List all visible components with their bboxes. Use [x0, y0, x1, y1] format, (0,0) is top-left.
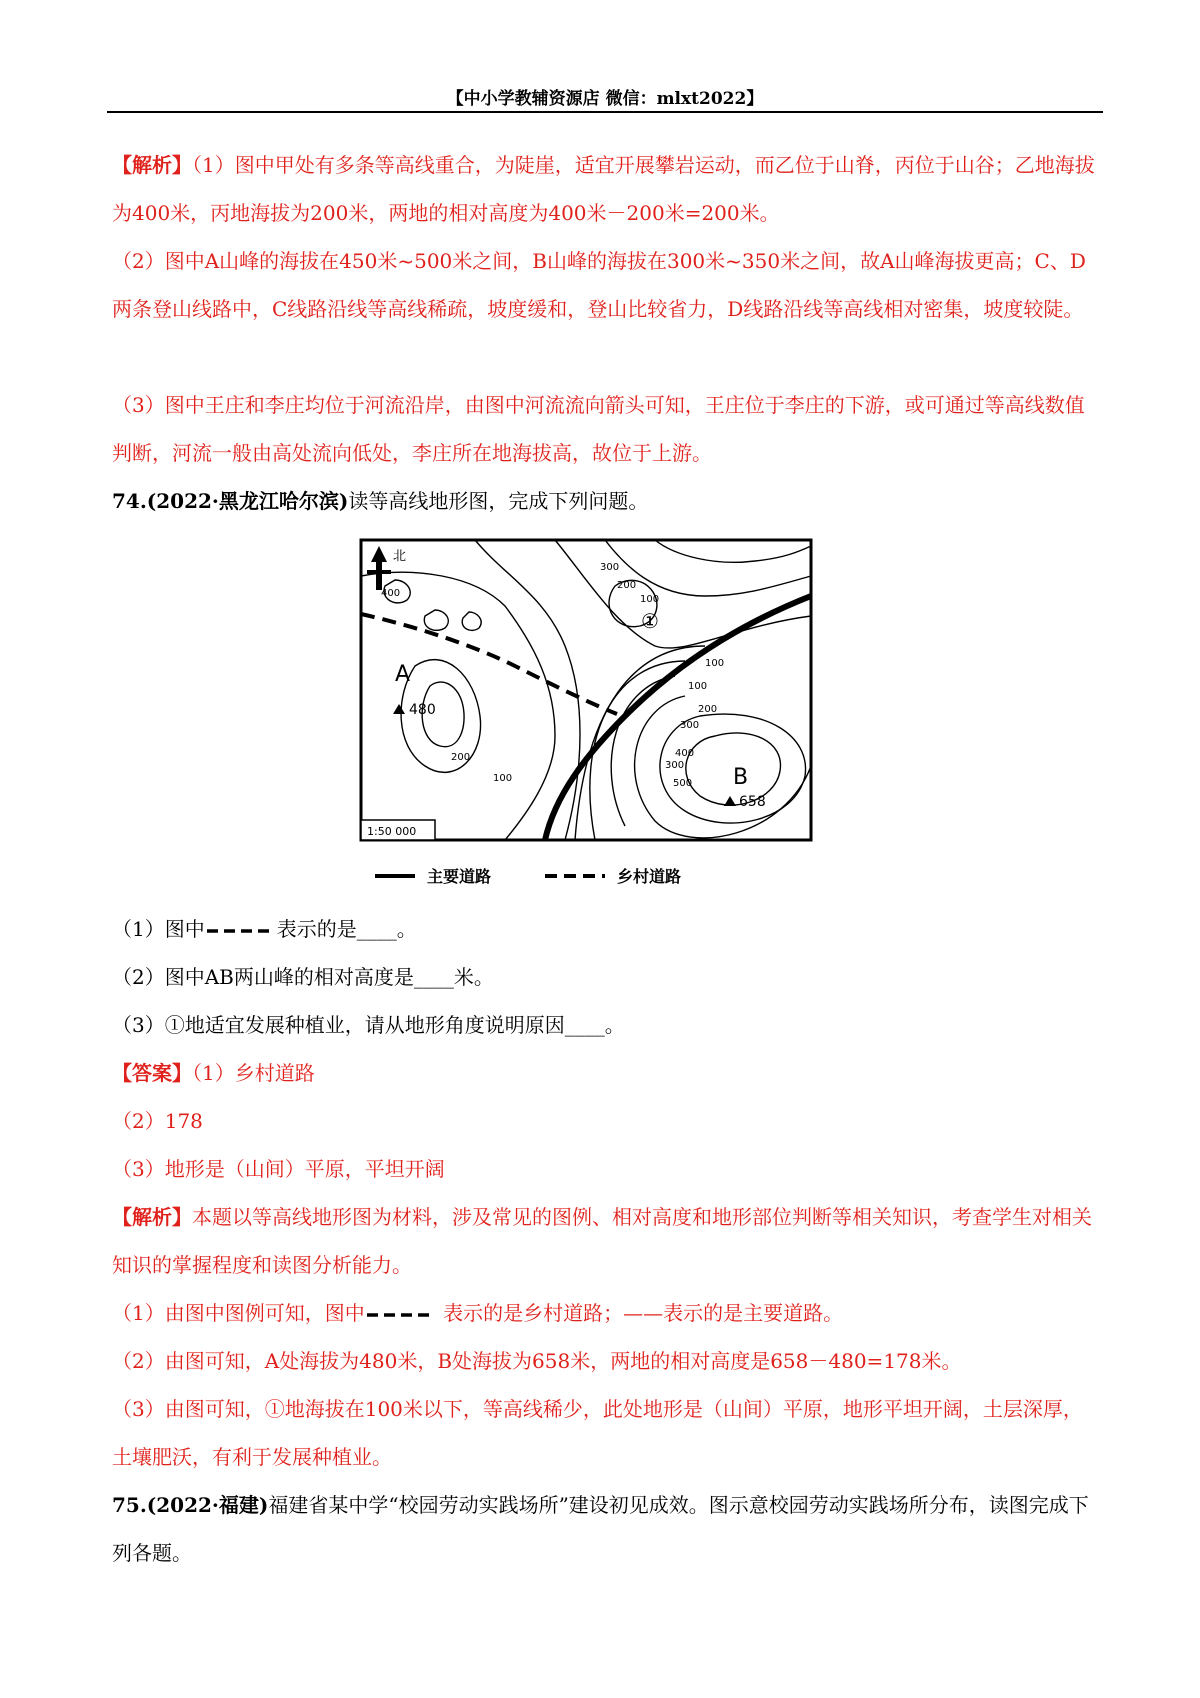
question-number: 75.(2022·福建): [112, 1493, 269, 1517]
question-74: [112, 477, 1102, 525]
peak-b-elevation: 658: [739, 794, 766, 810]
svg-text:200: 200: [698, 704, 718, 715]
analysis74-p1-post: 表示的是乡村道路；——表示的是主要道路。: [436, 1301, 844, 1325]
q74-sub2: （2）图中AB两山峰的相对高度是____米。: [112, 965, 494, 989]
svg-text:400: 400: [381, 588, 401, 599]
q74-sub3: （3）①地适宜发展种植业，请从地形角度说明原因____。: [112, 1013, 625, 1037]
location-1-label: ①: [641, 609, 659, 633]
contour-map-figure: [355, 536, 825, 896]
analysis73-text1: （1）图中甲处有多条等高线重合，为陡崖，适宜开展攀岩运动，而乙位于山脊，丙位于山谷；乙地海拔为400米，丙地海拔为200米，两地的相对高度为400米－200米=200米。: [112, 153, 1095, 225]
analysis74-p3: （3）由图可知，①地海拔在100米以下，等高线稀少，此处地形是（山间）平原，地形平坦开阔，土层深厚，土壤肥沃，有利于发展种植业。: [112, 1397, 1083, 1469]
peak-b-label: B: [733, 765, 749, 790]
north-label: 北: [393, 549, 407, 564]
analysis-tag: 【解析】: [112, 153, 192, 177]
svg-text:300: 300: [600, 562, 620, 573]
analysis74-intro-text: 本题以等高线地形图为材料，涉及常见的图例、相对高度和地形部位判断等相关知识，考查学生对相关知识的掌握程度和读图分析能力。: [112, 1205, 1092, 1277]
analysis73-p3: （3）图中王庄和李庄均位于河流沿岸，由图中河流流向箭头可知，王庄位于李庄的下游，或可通过等高线数值判断，河流一般由高处流向低处，李庄所在地海拔高，故位于上游。: [112, 393, 1085, 465]
svg-text:100: 100: [493, 773, 513, 784]
page-header: 【中小学教辅资源店 微信：mlxt2022】: [446, 89, 764, 109]
svg-text:100: 100: [688, 681, 708, 692]
q74-sub1-post: 表示的是____。: [276, 917, 417, 941]
svg-text:200: 200: [451, 752, 471, 763]
analysis73-p2: （2）图中A山峰的海拔在450米~500米之间，B山峰的海拔在300米~350米之间，故A山峰海拔更高；C、D两条登山线路中，C线路沿线等高线稀疏，坡度缓和，登山比较省力，D线路沿线等高线相对密集，坡度较陡。: [112, 249, 1086, 321]
analysis73-p1: [112, 141, 1102, 237]
svg-text:200: 200: [617, 580, 637, 591]
dashed-line-symbol-icon: [365, 1310, 437, 1320]
q74-sub1: [112, 905, 1102, 953]
svg-text:300: 300: [680, 720, 700, 731]
dashed-line-symbol-icon: [205, 926, 277, 936]
analysis74-intro: [112, 1193, 1102, 1289]
scale-label: 1:50 000: [367, 825, 417, 838]
svg-text:100: 100: [705, 658, 725, 669]
answer-tag: 【答案】: [112, 1061, 192, 1085]
analysis74-p1-pre: （1）由图中图例可知，图中: [112, 1301, 365, 1325]
analysis-tag: 【解析】: [112, 1205, 192, 1229]
answer74-a3: （3）地形是（山间）平原，平坦开阔: [112, 1157, 445, 1181]
q74-sub1-pre: （1）图中: [112, 917, 205, 941]
peak-a-elevation: 480: [409, 702, 436, 718]
answer74-a2: （2）178: [112, 1109, 203, 1133]
header-rule: [107, 111, 1103, 113]
question-number: 74.(2022·黑龙江哈尔滨): [112, 489, 349, 513]
contour-map: [355, 536, 825, 896]
svg-text:400: 400: [675, 748, 695, 759]
svg-text:500: 500: [673, 778, 693, 789]
svg-text:300: 300: [665, 760, 685, 771]
question-stem: 读等高线地形图，完成下列问题。: [348, 489, 649, 513]
legend-main-road-label: 主要道路: [427, 867, 492, 886]
answer74-a1: [112, 1049, 1102, 1097]
question-stem: 福建省某中学“校园劳动实践场所”建设初见成效。图示意校园劳动实践场所分布，读图完成下列各题。: [112, 1493, 1089, 1565]
answer74-text1: （1）乡村道路: [192, 1061, 315, 1085]
question-75: [112, 1481, 1102, 1577]
peak-a-label: A: [395, 662, 411, 687]
svg-text:100: 100: [640, 594, 660, 605]
analysis74-p2: （2）由图可知，A处海拔为480米，B处海拔为658米，两地的相对高度是658－480=178米。: [112, 1349, 962, 1373]
analysis74-p1: [112, 1289, 1102, 1337]
legend-rural-road-label: 乡村道路: [617, 867, 682, 886]
